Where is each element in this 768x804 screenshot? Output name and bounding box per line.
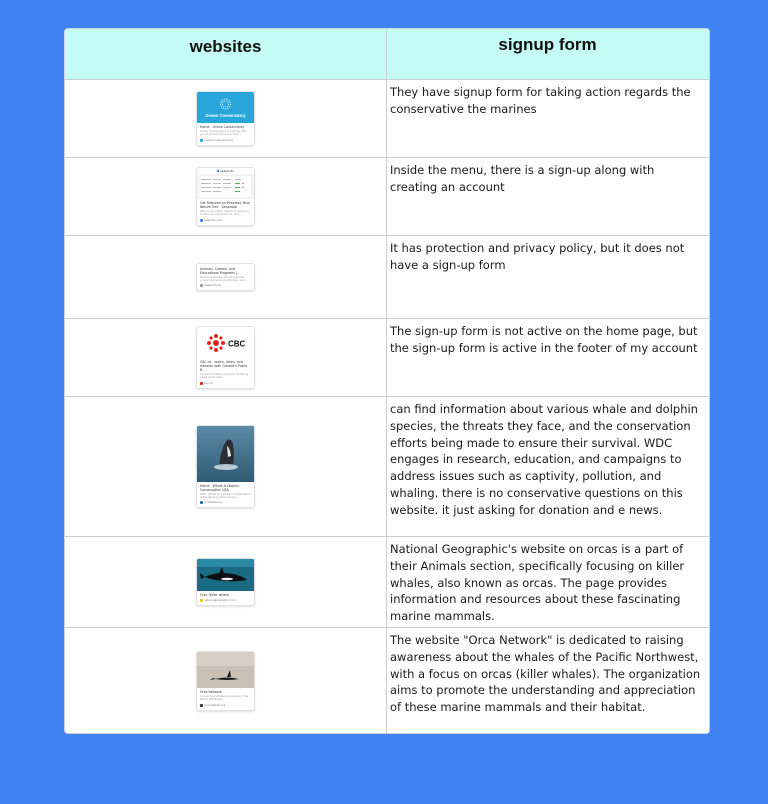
website-cell [65, 80, 387, 157]
svg-text:Ocean Conservancy: Ocean Conservancy [205, 113, 246, 119]
website-thumbnail-cbc[interactable] [196, 326, 255, 389]
favicon-icon [200, 284, 203, 287]
ocean-conservancy-emblem-icon [197, 92, 254, 123]
website-thumbnail-orca-network[interactable] [196, 651, 255, 711]
thumbnail-title: Home - Whale & Dolphin Conservation USA [200, 483, 240, 492]
thumbnail-source: cbc.ca [200, 382, 251, 385]
thumbnail-title: Animals, Careers, and Educational Programs |... [200, 266, 240, 275]
table-row [65, 318, 709, 396]
orca-underwater-icon [197, 559, 254, 591]
thumbnail-title: Orca Network [200, 690, 222, 695]
whale-photo [197, 426, 254, 482]
cbc-logo [197, 327, 254, 358]
signup-description: can find information about various whale and dolphin species, the threats they face, and the conservation efforts being made to ensure their survival. WDC engages in research, education, and campaigns to address issues such as captivity, pollution, and whaling. there is no conservative questions on this website. it just asking for donation and e news. [390, 402, 698, 517]
website-cell [65, 628, 387, 734]
seaphoto-screenshot [197, 168, 254, 199]
favicon-icon [200, 704, 203, 707]
website-thumbnail-seaphoto[interactable] [196, 167, 255, 226]
signup-description: The sign-up form is not active on the home page, but the sign-up form is active in the footer of my account [390, 324, 698, 355]
thumbnail-description: Canada's trusted source for breaking news, local news... [200, 373, 249, 380]
thumbnail-source: oceanconservancy.org [200, 139, 251, 142]
thumbnail-description: Ocean Conservancy is working with you to protect the ocean from... [200, 130, 247, 137]
website-thumbnail-ocean-conservancy[interactable] [196, 91, 255, 146]
table-row [65, 396, 709, 536]
thumbnail-title: Get Featured on Pinterest, Blue Nature Tree - Seaphoto [200, 201, 250, 210]
signup-description: Inside the menu, there is a sign-up along with creating an account [390, 163, 655, 194]
breaching-whale-icon [197, 426, 254, 482]
svg-text:seaphoto: seaphoto [220, 169, 234, 174]
table-row [65, 627, 709, 734]
favicon-icon [200, 139, 203, 142]
signup-description: National Geographic's website on orcas is a part of their Animals section, specifically focusing on killer whales, also known as orcas. The page provides information and resources about these fascinating marine mammals. [390, 542, 685, 624]
website-thumbnail-natgeo[interactable] [196, 558, 255, 606]
thumbnail-title: Orca (Killer whale) [200, 592, 230, 597]
orca-photo [197, 559, 254, 591]
cbc-gem-icon [197, 327, 254, 358]
website-thumbnail-wdc[interactable] [196, 425, 255, 509]
screenshot-preview-icon [197, 168, 254, 199]
thumbnail-description: Marine mammals and educational school and learning activities, and... [200, 275, 247, 282]
website-cell [65, 397, 387, 536]
thumbnail-source: us.whales.org [200, 501, 251, 504]
favicon-icon [200, 382, 203, 385]
signup-description: It has protection and privacy policy, but it does not have a sign-up form [390, 241, 685, 272]
website-cell [65, 319, 387, 396]
table-row [65, 157, 709, 235]
website-cell [65, 537, 387, 627]
thumbnail-title: CBC.ca - watch, listen, and discover with Canada's Public B... [200, 360, 248, 373]
favicon-icon [200, 219, 203, 222]
thumbnail-description: Nature & product, Seaphoto gives you endless all new products, and... [200, 210, 250, 217]
thumbnail-source: orcanetwork.org [200, 704, 251, 707]
header-signup-form: signup form [498, 35, 597, 54]
thumbnail-title: Home - Ocean Conservancy [200, 125, 245, 130]
orca-fin-icon [197, 652, 254, 688]
thumbnail-description: WDC, Whale and Dolphin Conservation is the leading global charity... [200, 492, 251, 499]
table-header-row [65, 29, 709, 79]
thumbnail-source: nationalgeographic.com [200, 599, 251, 602]
signup-description: They have signup form for taking action regards the conservative the marines [390, 85, 691, 116]
thumbnail-source: seaworld.org [200, 284, 251, 287]
table-row [65, 79, 709, 157]
comparison-table [64, 28, 710, 734]
signup-description: The website "Orca Network" is dedicated to raising awareness about the whales of the Pacific Northwest, with a focus on orcas (killer whales). The organization aims to promote the understanding and appreciation of these marine mammals and their habitat. [390, 633, 701, 715]
website-cell [65, 236, 387, 318]
orca-network-photo [197, 652, 254, 688]
favicon-icon [200, 599, 203, 602]
website-thumbnail-seaworld[interactable] [196, 263, 255, 292]
table-row [65, 536, 709, 627]
website-cell [65, 158, 387, 235]
svg-text:CBC: CBC [228, 339, 246, 349]
thumbnail-source: seaphoto.com [200, 219, 251, 222]
table-row [65, 235, 709, 318]
favicon-icon [200, 501, 203, 504]
header-websites: websites [65, 29, 387, 79]
thumbnail-description: Connecting whales and people in the Pacific Northwest [200, 695, 249, 702]
ocean-conservancy-logo [197, 92, 254, 123]
